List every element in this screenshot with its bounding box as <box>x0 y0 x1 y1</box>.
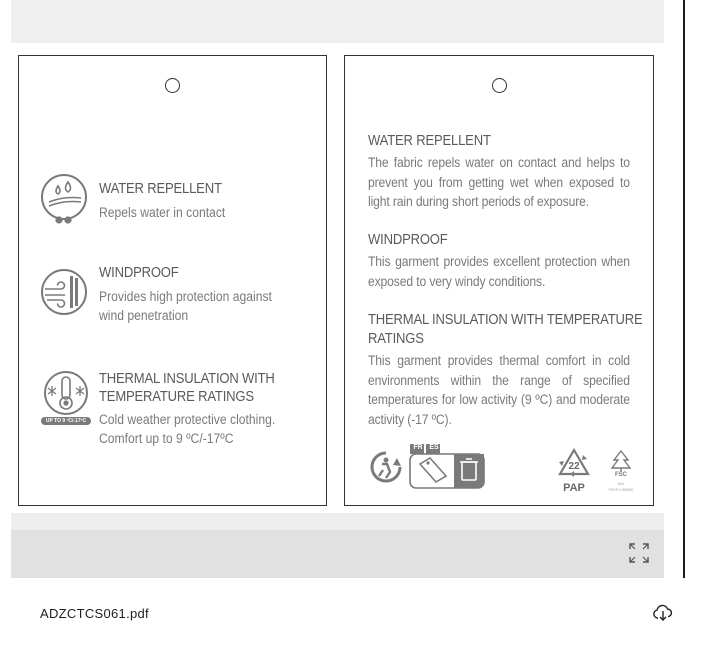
fullscreen-icon[interactable] <box>627 541 651 565</box>
lang-badge-es: ES <box>429 444 439 451</box>
fsc-small-2: FSC® C000000 <box>608 488 634 492</box>
download-icon[interactable] <box>653 604 673 622</box>
tag-hole <box>492 78 507 93</box>
triman-icon <box>369 450 403 484</box>
viewer-divider-strip <box>11 513 664 530</box>
viewer-top-area <box>11 0 664 43</box>
section-title-windproof: WINDPROOF <box>368 232 448 248</box>
section-body-water: The fabric repels water on contact and helps to prevent you from getting wet when exposed to light rain during short periods of exposure. <box>368 155 630 209</box>
feature-desc-thermal-2: Comfort up to 9 ºC/-17ºC <box>99 431 234 446</box>
feature-title-thermal-1: THERMAL INSULATION WITH <box>99 371 275 387</box>
viewer-toolbar <box>11 530 664 578</box>
feature-desc-windproof-1: Provides high protection against <box>99 289 272 304</box>
lang-badge-fr: FR <box>413 444 423 451</box>
fsc-tree-icon <box>608 449 634 473</box>
hang-tag-front <box>18 55 327 506</box>
file-name[interactable]: ADZCTCS061.pdf <box>40 606 149 621</box>
vertical-divider <box>683 0 685 578</box>
section-body-windproof: This garment provides excellent protection when exposed to very windy conditions. <box>368 254 630 289</box>
hang-tag-back <box>344 55 654 506</box>
feature-desc-thermal-1: Cold weather protective clothing. <box>99 412 276 427</box>
feature-desc-windproof-2: wind penetration <box>99 308 189 323</box>
section-title-thermal-1: THERMAL INSULATION WITH TEMPERATURE <box>368 312 643 328</box>
tag-hole <box>165 78 180 93</box>
recycle-code: PAP <box>563 482 585 494</box>
feature-title-windproof: WINDPROOF <box>99 265 179 281</box>
section-title-water: WATER REPELLENT <box>368 133 491 149</box>
fsc-label: FSC <box>615 472 627 478</box>
recycle-number: 22 <box>568 461 580 472</box>
feature-title-water: WATER REPELLENT <box>99 181 222 197</box>
section-title-thermal-2: RATINGS <box>368 331 424 347</box>
feature-title-thermal-2: TEMPERATURE RATINGS <box>99 389 254 405</box>
water-repellent-icon <box>40 172 90 226</box>
fsc-small-1: MIX <box>617 482 625 486</box>
temperature-badge: UP TO 9 ºC/-17ºC <box>45 418 87 424</box>
feature-desc-water: Repels water in contact <box>99 205 226 220</box>
section-body-thermal: This garment provides thermal comfort in cold environments within the range of specified temperatures for low activity (9 ºC) and moderate activity (-17 ºC). <box>368 353 630 427</box>
windproof-icon <box>40 267 90 319</box>
